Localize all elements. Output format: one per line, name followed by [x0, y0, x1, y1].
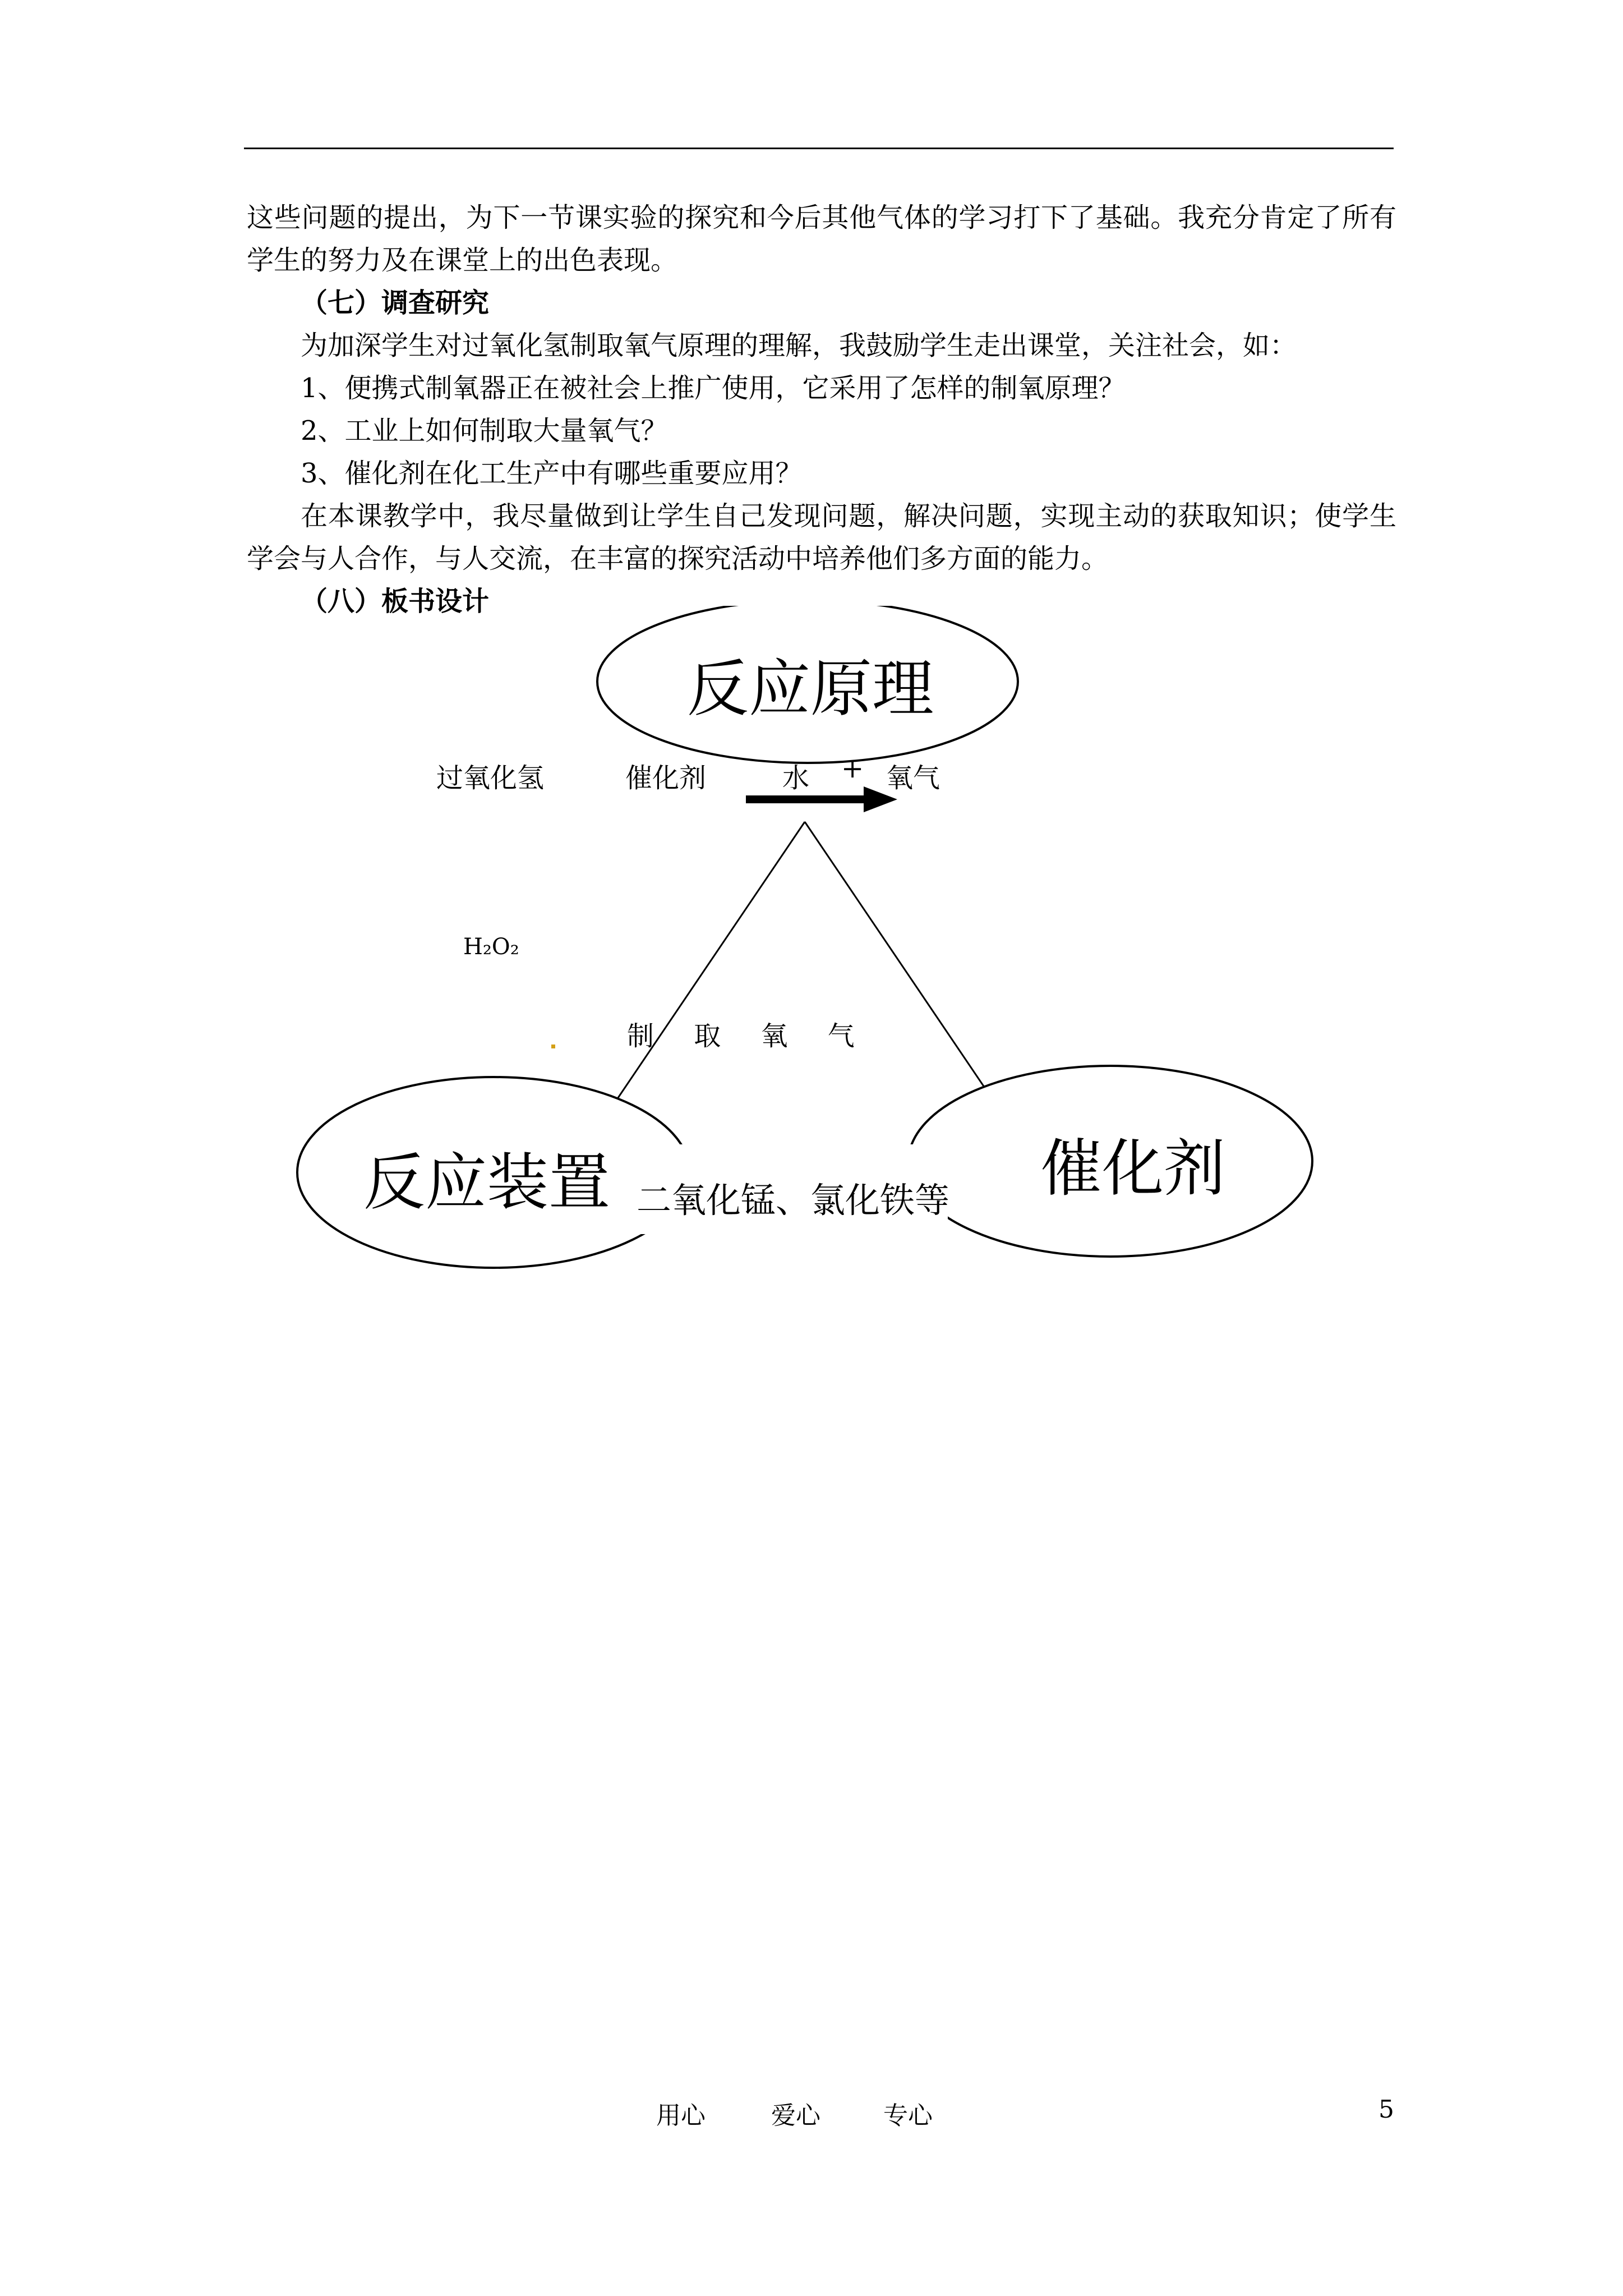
section-heading-7: （七）调查研究	[301, 287, 490, 319]
product-water: 水	[782, 762, 810, 794]
catalyst-examples: 二氧化锰、氯化铁等	[637, 1180, 950, 1221]
question-1: 1、便携式制氧器正在被社会上推广使用，它采用了怎样的制氧原理？	[301, 372, 1126, 404]
paragraph-3: 在本课教学中，我尽量做到让学生自己发现问题，解决问题，实现主动的获取知识；使学生学会与人合作，与人交流，在丰富的探究活动中培养他们多方面的能力。	[247, 500, 1396, 574]
principle-title: 反应原理	[687, 653, 934, 725]
catalyst-title: 催化剂	[1040, 1133, 1225, 1204]
reactant-label: 过氧化氢	[436, 762, 545, 794]
section-heading-8: （八）板书设计	[301, 586, 490, 617]
product-oxygen: 氧气	[886, 762, 940, 794]
paragraph-1: 这些问题的提出，为下一节课实验的探究和今后其他气体的学习打下了基础。我充分肯定了所有学生的努力及在课堂上的出色表现。	[247, 202, 1396, 276]
question-3: 3、催化剂在化工生产中有哪些重要应用？	[301, 458, 803, 489]
body-text	[247, 196, 1396, 623]
plus-sign: +	[841, 753, 864, 784]
triangle-right-edge	[805, 822, 993, 1099]
board-design-diagram	[0, 606, 1623, 1313]
catalyst-condition-label: 催化剂	[625, 762, 707, 794]
question-2: 2、工业上如何制取大量氧气？	[301, 415, 668, 447]
stray-dot	[551, 1045, 555, 1048]
footer-motto-2: 爱心	[771, 2101, 820, 2130]
triangle-left-edge	[617, 822, 805, 1099]
formula-label: H₂O₂	[463, 934, 519, 960]
paragraph-2: 为加深学生对过氧化氢制取氧气原理的理解，我鼓励学生走出课堂，关注社会，如：	[301, 330, 1297, 361]
footer-motto-1: 用心	[656, 2101, 706, 2130]
apparatus-title: 反应装置	[363, 1147, 610, 1218]
header-rule	[244, 148, 1394, 149]
page-number: 5	[1378, 2095, 1394, 2124]
footer-motto-3: 专心	[883, 2101, 933, 2130]
center-label: 制 取 氧 气	[627, 1020, 870, 1052]
